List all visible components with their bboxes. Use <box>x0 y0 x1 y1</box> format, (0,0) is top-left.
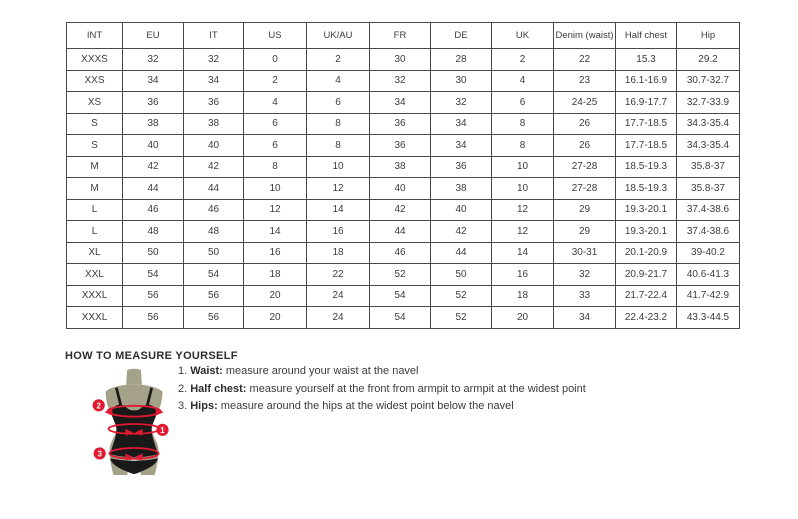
size-cell: 14 <box>244 221 307 243</box>
column-header: FR <box>370 23 431 49</box>
column-header: EU <box>123 23 184 49</box>
size-cell: 28 <box>431 49 492 71</box>
size-cell: 35.8-37 <box>677 156 740 178</box>
size-cell: 2 <box>307 49 370 71</box>
size-cell: 37.4-38.6 <box>677 221 740 243</box>
size-cell: 19.3-20.1 <box>616 221 677 243</box>
column-header: Half chest <box>616 23 677 49</box>
size-cell: 6 <box>244 135 307 157</box>
chest-arrow-right <box>156 407 164 415</box>
size-cell: S <box>67 113 123 135</box>
size-cell: 22.4-23.2 <box>616 307 677 329</box>
size-cell: 2 <box>244 70 307 92</box>
column-header: IT <box>184 23 244 49</box>
size-cell: 34.3-35.4 <box>677 113 740 135</box>
size-cell: 32 <box>431 92 492 114</box>
size-cell: S <box>67 135 123 157</box>
size-row <box>67 49 740 71</box>
chest-marker-number: 2 <box>96 401 101 411</box>
column-header: Hip <box>677 23 740 49</box>
size-cell: 34 <box>431 135 492 157</box>
column-header: INT <box>67 23 123 49</box>
size-cell: 16.9-17.7 <box>616 92 677 114</box>
size-cell: 12 <box>244 199 307 221</box>
size-cell: 0 <box>244 49 307 71</box>
size-cell: 52 <box>370 264 431 286</box>
size-cell: 36 <box>431 156 492 178</box>
size-cell: 36 <box>370 135 431 157</box>
size-cell: 26 <box>554 113 616 135</box>
size-cell: XXXL <box>67 285 123 307</box>
size-cell: 29 <box>554 199 616 221</box>
size-cell: 32 <box>123 49 184 71</box>
size-cell: 16 <box>244 242 307 264</box>
size-cell: 52 <box>431 307 492 329</box>
size-cell: 30 <box>431 70 492 92</box>
measure-step <box>178 401 586 412</box>
size-cell: 12 <box>307 178 370 200</box>
size-cell: 50 <box>123 242 184 264</box>
size-cell: 29 <box>554 221 616 243</box>
size-cell: 4 <box>307 70 370 92</box>
measure-step <box>178 384 586 395</box>
size-cell: 20 <box>244 307 307 329</box>
column-header: UK/AU <box>307 23 370 49</box>
size-cell: 40 <box>123 135 184 157</box>
size-cell: 24-25 <box>554 92 616 114</box>
size-cell: XXL <box>67 264 123 286</box>
size-cell: 32 <box>370 70 431 92</box>
size-cell: 35.8-37 <box>677 178 740 200</box>
size-cell: 30.7-32.7 <box>677 70 740 92</box>
size-cell: 18 <box>244 264 307 286</box>
size-cell: 42 <box>431 221 492 243</box>
size-cell: XXXL <box>67 307 123 329</box>
size-cell: 26 <box>554 135 616 157</box>
measurement-figure <box>82 367 190 479</box>
size-cell: M <box>67 178 123 200</box>
size-cell: L <box>67 199 123 221</box>
size-row <box>67 135 740 157</box>
size-cell: 42 <box>184 156 244 178</box>
size-cell: XL <box>67 242 123 264</box>
size-cell: 20.9-21.7 <box>616 264 677 286</box>
size-cell: 34 <box>431 113 492 135</box>
column-header: UK <box>492 23 554 49</box>
size-row <box>67 199 740 221</box>
step-number: 1. <box>178 365 191 377</box>
size-cell: 33 <box>554 285 616 307</box>
size-cell: 12 <box>492 221 554 243</box>
size-cell: 52 <box>431 285 492 307</box>
size-cell: 40 <box>370 178 431 200</box>
size-cell: 56 <box>123 307 184 329</box>
size-row <box>67 264 740 286</box>
size-cell: 39-40.2 <box>677 242 740 264</box>
size-cell: 20.1-20.9 <box>616 242 677 264</box>
size-cell: 56 <box>184 307 244 329</box>
column-header: US <box>244 23 307 49</box>
measure-section-title: HOW TO MEASURE YOURSELF <box>65 350 238 362</box>
size-cell: 36 <box>123 92 184 114</box>
size-cell: XXS <box>67 70 123 92</box>
waist-marker-number: 1 <box>160 425 165 435</box>
size-cell: 6 <box>492 92 554 114</box>
size-cell: 54 <box>123 264 184 286</box>
size-cell: 30-31 <box>554 242 616 264</box>
size-cell: 38 <box>431 178 492 200</box>
size-cell: 20 <box>492 307 554 329</box>
size-cell: 18.5-19.3 <box>616 178 677 200</box>
size-cell: 24 <box>307 285 370 307</box>
step-text: measure around the hips at the widest point below the navel <box>217 400 514 412</box>
size-cell: 48 <box>123 221 184 243</box>
step-number: 2. <box>178 382 191 395</box>
size-cell: 18 <box>307 242 370 264</box>
size-cell: 27-28 <box>554 178 616 200</box>
size-cell: 34 <box>184 70 244 92</box>
size-cell: 36 <box>184 92 244 114</box>
size-cell: 14 <box>307 199 370 221</box>
size-cell: 44 <box>370 221 431 243</box>
size-cell: 6 <box>244 113 307 135</box>
size-cell: 15.3 <box>616 49 677 71</box>
size-cell: 10 <box>307 156 370 178</box>
size-cell: 10 <box>244 178 307 200</box>
mannequin-illustration <box>82 367 190 479</box>
size-cell: 43.3-44.5 <box>677 307 740 329</box>
size-cell: 36 <box>370 113 431 135</box>
measure-step <box>178 366 586 377</box>
size-chart-table <box>66 22 740 329</box>
size-cell: 19.3-20.1 <box>616 199 677 221</box>
size-cell: 38 <box>184 113 244 135</box>
size-cell: 8 <box>492 135 554 157</box>
size-cell: 16.1-16.9 <box>616 70 677 92</box>
size-row <box>67 285 740 307</box>
size-cell: 23 <box>554 70 616 92</box>
mannequin-neck <box>126 369 142 385</box>
size-cell: 41.7-42.9 <box>677 285 740 307</box>
size-cell: 46 <box>123 199 184 221</box>
size-cell: 42 <box>370 199 431 221</box>
size-cell: 40.6-41.3 <box>677 264 740 286</box>
size-row <box>67 156 740 178</box>
size-cell: 32.7-33.9 <box>677 92 740 114</box>
size-cell: 40 <box>431 199 492 221</box>
size-cell: 34.3-35.4 <box>677 135 740 157</box>
step-term: Hips: <box>190 400 218 412</box>
size-cell: 46 <box>370 242 431 264</box>
size-cell: M <box>67 156 123 178</box>
size-cell: 56 <box>123 285 184 307</box>
size-cell: 34 <box>123 70 184 92</box>
size-cell: 29.2 <box>677 49 740 71</box>
size-cell: 4 <box>244 92 307 114</box>
size-cell: XXXS <box>67 49 123 71</box>
size-cell: 21.7-22.4 <box>616 285 677 307</box>
step-text: measure around your waist at the navel <box>222 365 419 377</box>
size-cell: 22 <box>307 264 370 286</box>
size-cell: 56 <box>184 285 244 307</box>
size-cell: 44 <box>123 178 184 200</box>
step-term: Half chest: <box>190 382 247 395</box>
size-row <box>67 221 740 243</box>
size-cell: 12 <box>492 199 554 221</box>
size-cell: 37.4-38.6 <box>677 199 740 221</box>
size-cell: 16 <box>492 264 554 286</box>
size-cell: 22 <box>554 49 616 71</box>
size-cell: 14 <box>492 242 554 264</box>
size-cell: 50 <box>431 264 492 286</box>
size-cell: 8 <box>492 113 554 135</box>
size-cell: 10 <box>492 178 554 200</box>
size-cell: 44 <box>184 178 244 200</box>
size-cell: 44 <box>431 242 492 264</box>
size-cell: 27-28 <box>554 156 616 178</box>
size-cell: 18.5-19.3 <box>616 156 677 178</box>
size-cell: 30 <box>370 49 431 71</box>
size-cell: L <box>67 221 123 243</box>
size-cell: 54 <box>370 307 431 329</box>
step-number: 3. <box>178 400 191 412</box>
size-cell: 34 <box>554 307 616 329</box>
size-cell: 8 <box>244 156 307 178</box>
size-row <box>67 113 740 135</box>
size-cell: 32 <box>554 264 616 286</box>
size-row <box>67 307 740 329</box>
measure-steps <box>178 366 586 419</box>
size-row <box>67 92 740 114</box>
size-cell: 42 <box>123 156 184 178</box>
size-cell: 40 <box>184 135 244 157</box>
size-cell: 4 <box>492 70 554 92</box>
size-row <box>67 70 740 92</box>
size-cell: 8 <box>307 113 370 135</box>
size-cell: 38 <box>370 156 431 178</box>
size-cell: 2 <box>492 49 554 71</box>
size-cell: 32 <box>184 49 244 71</box>
size-cell: 10 <box>492 156 554 178</box>
size-cell: 6 <box>307 92 370 114</box>
size-cell: 24 <box>307 307 370 329</box>
size-cell: XS <box>67 92 123 114</box>
size-cell: 54 <box>370 285 431 307</box>
size-cell: 46 <box>184 199 244 221</box>
size-chart-header-row <box>67 23 740 49</box>
size-cell: 54 <box>184 264 244 286</box>
size-cell: 20 <box>244 285 307 307</box>
size-cell: 48 <box>184 221 244 243</box>
size-cell: 50 <box>184 242 244 264</box>
size-cell: 16 <box>307 221 370 243</box>
size-cell: 17.7-18.5 <box>616 113 677 135</box>
size-cell: 38 <box>123 113 184 135</box>
chest-arrow-left <box>105 407 113 415</box>
step-text: measure yourself at the front from armpit to armpit at the widest point <box>246 382 586 395</box>
column-header: Denim (waist) <box>554 23 616 49</box>
hip-marker-number: 3 <box>97 449 102 459</box>
size-chart-body <box>67 49 740 329</box>
size-cell: 18 <box>492 285 554 307</box>
size-row <box>67 242 740 264</box>
size-cell: 34 <box>370 92 431 114</box>
size-cell: 8 <box>307 135 370 157</box>
step-term: Waist: <box>190 365 223 377</box>
size-row <box>67 178 740 200</box>
size-cell: 17.7-18.5 <box>616 135 677 157</box>
column-header: DE <box>431 23 492 49</box>
